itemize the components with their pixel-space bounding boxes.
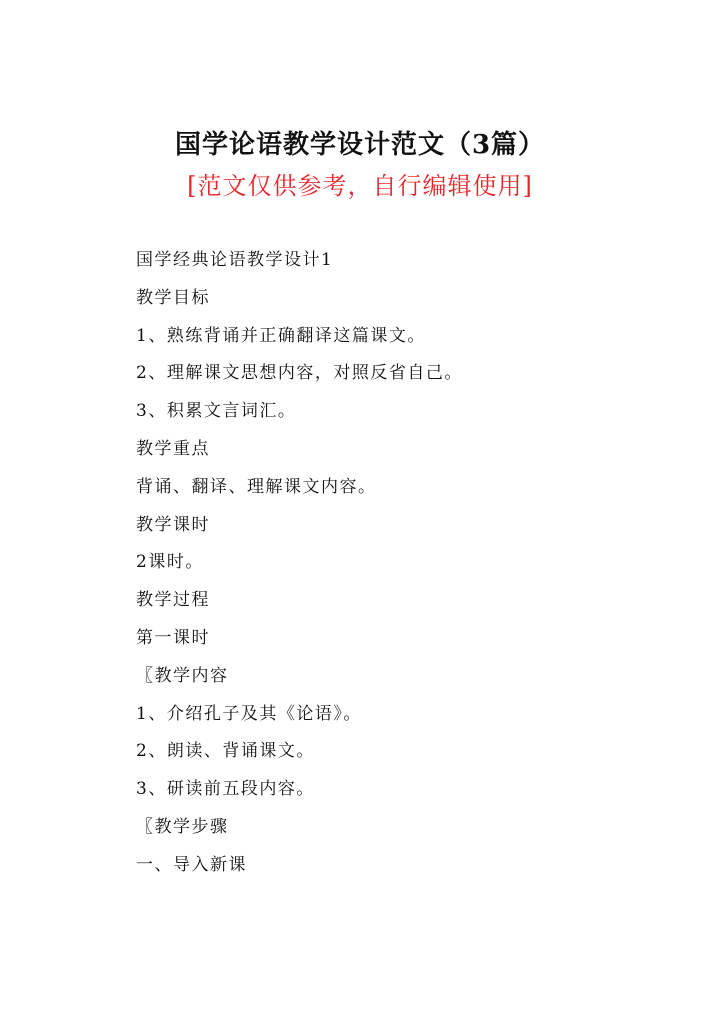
paragraph-line: 3、积累文言词汇。 bbox=[136, 401, 297, 422]
section-heading: 国学经典论语教学设计1 bbox=[136, 250, 334, 270]
paragraph-line: 3、研读前五段内容。 bbox=[136, 779, 315, 800]
paragraph-line: 一、导入新课 bbox=[136, 854, 247, 875]
paragraph-line: 1、介绍孔子及其《论语》。 bbox=[136, 703, 362, 724]
paragraph-line: 教学课时 bbox=[136, 514, 210, 535]
paragraph-line: 2、朗读、背诵课文。 bbox=[136, 741, 315, 762]
paragraph-line: 教学目标 bbox=[136, 287, 210, 308]
paragraph-line: 2课时。 bbox=[136, 552, 204, 573]
paragraph-line: 教学重点 bbox=[136, 438, 210, 459]
paragraph-line: 1、熟练背诵并正确翻译这篇课文。 bbox=[136, 325, 426, 346]
paragraph-line: 背诵、翻译、理解课文内容。 bbox=[136, 476, 377, 497]
paragraph-line: 教学过程 bbox=[136, 590, 210, 611]
paragraph-line: 〖教学内容 bbox=[136, 665, 229, 686]
paragraph-line: 第一课时 bbox=[136, 627, 210, 648]
document-body bbox=[136, 242, 636, 885]
paragraph-line: 2、理解课文思想内容，对照反省自己。 bbox=[136, 363, 463, 384]
paragraph-line: 〖教学步骤 bbox=[136, 816, 229, 837]
document-title: 国学论语教学设计范文（3篇） bbox=[174, 130, 546, 160]
document-subtitle-note: [范文仅供参考，自行编辑使用] bbox=[187, 172, 533, 200]
